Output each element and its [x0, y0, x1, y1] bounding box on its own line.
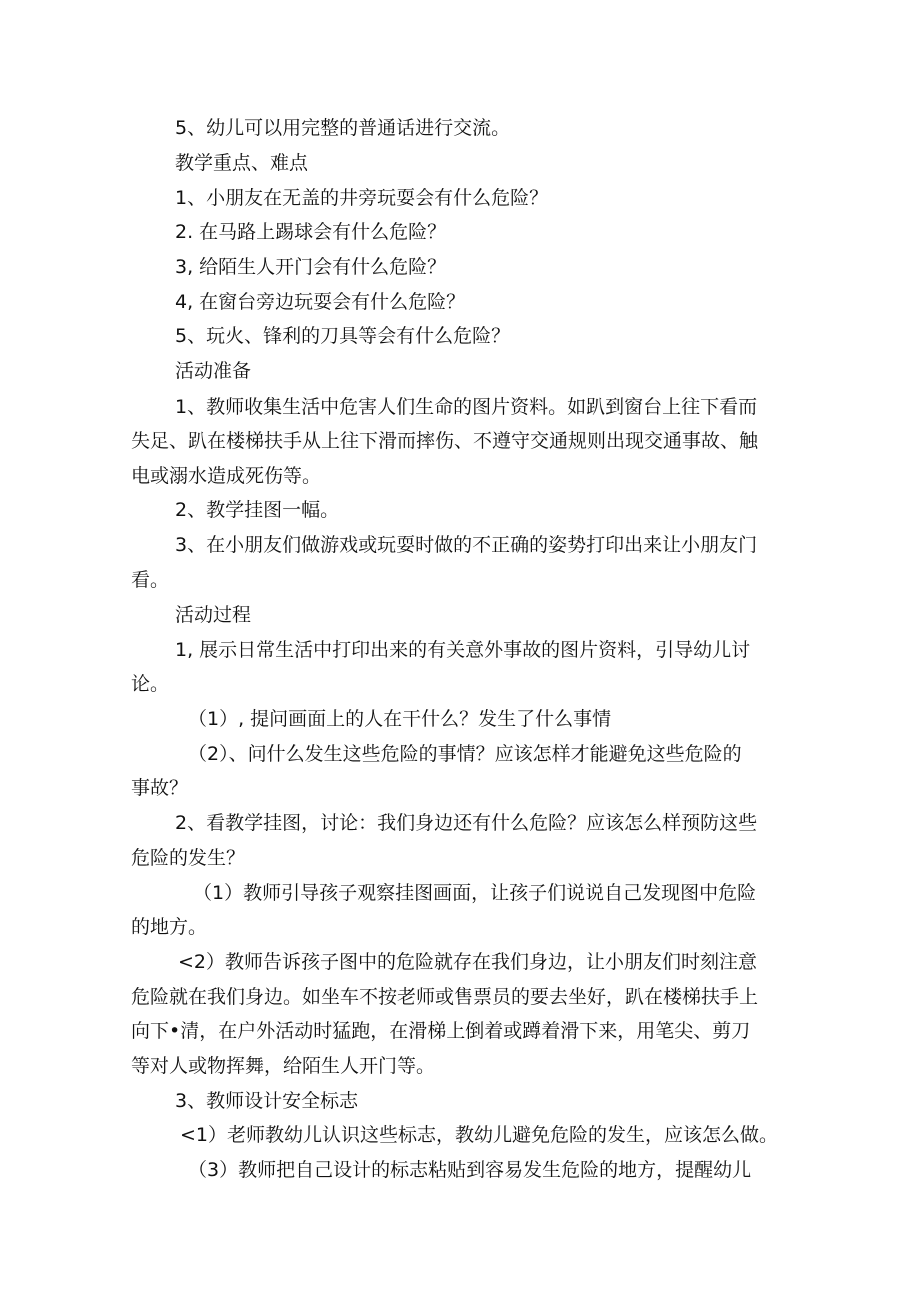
text-line: 2、教学挂图一幅。 — [175, 499, 340, 521]
section-heading: 教学重点、难点 — [175, 152, 309, 174]
text-line: 失足、趴在楼梯扶手从上往下滑而摔伤、不遵守交通规则出现交通事故、触 — [131, 430, 759, 452]
text-line: 3、教师设计安全标志 — [175, 1090, 359, 1112]
text-line: 1、小朋友在无盖的井旁玩耍会有什么危险？ — [175, 187, 549, 209]
text-line: 5、幼儿可以用完整的普通话进行交流。 — [175, 117, 511, 139]
text-line: 危险就在我们身边。如坐车不按老师或售票员的要去坐好，趴在楼梯扶手上 — [131, 986, 759, 1008]
text-line: 危险的发生？ — [131, 847, 246, 869]
text-line: 看。 — [131, 569, 170, 591]
text-line: 4, 在窗台旁边玩耍会有什么危险？ — [175, 291, 466, 313]
text-line: （2）、问什么发生这些危险的事情？应该怎样才能避免这些危险的 — [188, 743, 742, 765]
text-line: 的地方。 — [131, 916, 208, 938]
text-line: 3、在小朋友们做游戏或玩耍时做的不正确的姿势打印出来让小朋友门 — [175, 534, 758, 556]
text-line: 论。 — [131, 673, 170, 695]
text-line: 等对人或物挥舞，给陌生人开门等。 — [131, 1055, 436, 1077]
text-line: 2. 在马路上踢球会有什么危险？ — [175, 221, 447, 243]
text-line: （1）教师引导孩子观察挂图画面，让孩子们说说自己发现图中危险 — [193, 882, 757, 904]
text-line: 1、教师收集生活中危害人们生命的图片资料。如趴到窗台上往下看而 — [175, 396, 758, 418]
text-line: <2）教师告诉孩子图中的危险就存在我们身边，让小朋友们时刻注意 — [178, 951, 758, 973]
text-line: 2、看教学挂图，讨论：我们身边还有什么危险？应该怎么样预防这些 — [175, 812, 758, 834]
text-line: 事故？ — [131, 777, 189, 799]
text-line: （1）, 提问画面上的人在干什么？发生了什么事情 — [188, 708, 612, 730]
section-heading: 活动过程 — [175, 604, 252, 626]
text-line: 电或溺水造成死伤等。 — [131, 465, 322, 487]
text-line: <1）老师教幼儿认识这些标志，教幼儿避免危险的发生，应该怎么做。 — [180, 1124, 779, 1146]
text-line: 5、玩火、锋利的刀具等会有什么危险？ — [175, 325, 511, 347]
section-heading: 活动准备 — [175, 360, 252, 382]
text-line: 3, 给陌生人开门会有什么危险？ — [175, 256, 447, 278]
text-line: 向下•清，在户外活动时猛跑，在滑梯上倒着或蹲着滑下来，用笔尖、剪刀 — [131, 1020, 751, 1042]
text-line: 1, 展示日常生活中打印出来的有关意外事故的图片资料，引导幼儿讨 — [175, 639, 751, 661]
text-line: （3）教师把自己设计的标志粘贴到容易发生危险的地方，提醒幼儿 — [188, 1159, 752, 1181]
